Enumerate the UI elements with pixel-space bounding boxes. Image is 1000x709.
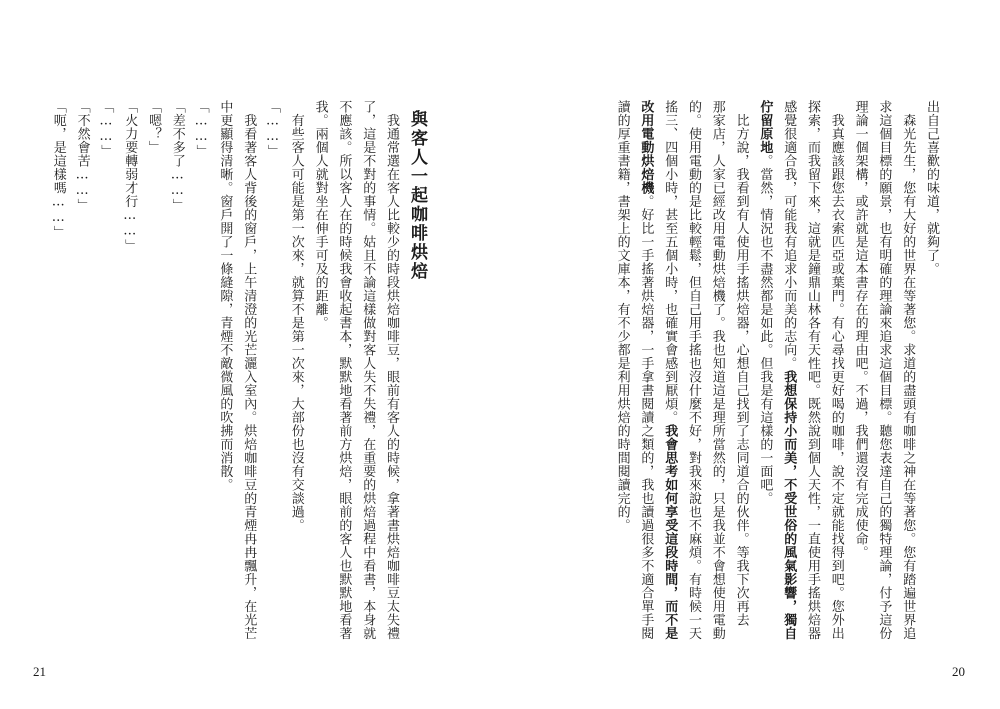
text-column	[218, 100, 231, 492]
text-column	[830, 100, 843, 640]
text-segment: 。當然，情況也不盡然都是如此。但我是有這樣的一面吧。	[757, 154, 773, 505]
text-segment: 我通常選在客人比較少的時段烘焙咖啡豆，眼前有客人的時候，拿著書烘焙咖啡豆太失禮	[384, 100, 399, 640]
text-segment: 「……」	[193, 100, 209, 158]
text-segment: 的。使用電動的是比較輕鬆，但自己用手搖也沒什麼不好，對我來說也不麻煩。有時候一天	[686, 100, 701, 640]
text-column	[147, 100, 160, 154]
text-column	[758, 100, 771, 505]
text-segment: 「差不多了……」	[169, 100, 185, 212]
text-segment: 中更顯得清晰。窗戶開了一條縫隙，青煙不敵微風的吹拂而消散。	[217, 100, 233, 492]
text-column	[877, 100, 890, 640]
text-column	[123, 100, 136, 253]
text-column	[616, 100, 629, 532]
text-segment: 探索，而我留下來，這就是鐘鼎山林各有天性吧。既然說到個人天性，一直使用手搖烘焙器	[805, 100, 820, 640]
text-segment: 我看著客人背後的窗戶，上午清澄的光芒灑入室內。烘焙咖啡豆的青煙冉冉飄升，在光芒	[241, 100, 257, 640]
text-column	[314, 100, 327, 330]
text-column	[687, 100, 700, 640]
emphasized-text: 我會思考如何享受這段時間，而不是	[662, 424, 678, 640]
text-segment: 不應該。所以客人在的時候我會收起書本，默默地看著前方烘焙，眼前的客人也默默地看著	[336, 100, 352, 640]
text-column	[901, 100, 914, 640]
text-column	[171, 100, 184, 212]
text-column	[639, 100, 652, 640]
text-column	[76, 100, 89, 212]
text-column	[735, 100, 748, 627]
text-column	[290, 100, 303, 532]
text-segment: 「呃，是這樣嗎……」	[50, 100, 66, 239]
text-column	[52, 100, 65, 239]
text-column	[854, 100, 867, 559]
text-segment: 我。兩個人就對坐在伸手可及的距離。	[312, 100, 328, 330]
text-column	[385, 100, 398, 640]
text-segment: 那家店，人家已經改用電動烘焙機了。我也知道這是理所當然的，只是我並不會想使用電動	[709, 100, 725, 640]
text-segment: 有些客人可能是第一次來，就算不是第一次來，大部份也沒有交談過。	[288, 100, 304, 532]
text-segment: 「火力要轉弱才行……」	[122, 100, 138, 253]
text-segment: 讀的厚重書籍，書架上的文庫本，有不少都是利用烘焙的時間閱讀完的。	[614, 100, 630, 532]
text-segment: 「不然會苦……」	[74, 100, 90, 212]
text-segment: 比方說，我看到有人使用手搖烘焙器，心想自己找到了志同道合的伙伴。等我下次再去	[733, 100, 749, 627]
text-column	[361, 100, 374, 640]
text-column	[711, 100, 724, 640]
emphasized-text: 佇留原地	[757, 100, 773, 154]
text-segment: 出自己喜歡的味道，就夠了。	[924, 100, 939, 276]
text-column	[337, 100, 350, 640]
text-segment: 森光先生，您有大好的世界在等著您。求道的盡頭有咖啡之神在等著您。您有踏遍世界追	[900, 100, 916, 640]
text-segment: 了，這是不對的事情。姑且不論這樣做對客人失不失禮，在重要的烘焙過程中看書，本身就	[360, 100, 376, 640]
text-column	[99, 100, 112, 158]
text-segment: 。好比一手搖著烘焙器，一手拿書閱讀之類的，我也讀過很多不適合單手閱	[638, 194, 654, 640]
text-column	[242, 100, 255, 640]
text-segment: 「……」	[265, 100, 280, 158]
text-column	[266, 100, 279, 158]
text-segment: 感覺很適合我，可能我有追求小而美的志向。	[781, 100, 797, 370]
text-segment: 搖三、四個小時，甚至五個小時，也確實會感到厭煩。	[662, 100, 678, 424]
text-segment: 「嗯？」	[146, 100, 161, 154]
emphasized-text: 改用電動烘焙機	[638, 100, 654, 195]
text-column	[195, 100, 208, 158]
text-column	[925, 100, 938, 276]
emphasized-text: 我想保持小而美，不受世俗的風氣影響，獨自	[781, 370, 797, 640]
text-column	[806, 100, 819, 640]
text-segment: 求這個目標的願景，也有明確的理論來追求這個目標。聽您表達自己的獨特理論，付予這份	[876, 100, 892, 640]
page-number-right: 20	[952, 664, 965, 679]
text-column	[663, 100, 676, 640]
page-number-left: 21	[33, 664, 46, 679]
text-segment: 我真應該跟您去衣索匹亞或葉門。有心尋找更好喝的咖啡，說不定就能找得到吧。您外出	[828, 100, 844, 640]
text-segment: 理論一個架構，或許就是這本書存在的理由吧。不過，我們還沒有完成使命。	[852, 100, 868, 559]
text-segment: 「……」	[98, 100, 114, 158]
text-column	[782, 100, 795, 640]
section-heading: 與客人一起咖啡烘焙	[407, 110, 427, 281]
